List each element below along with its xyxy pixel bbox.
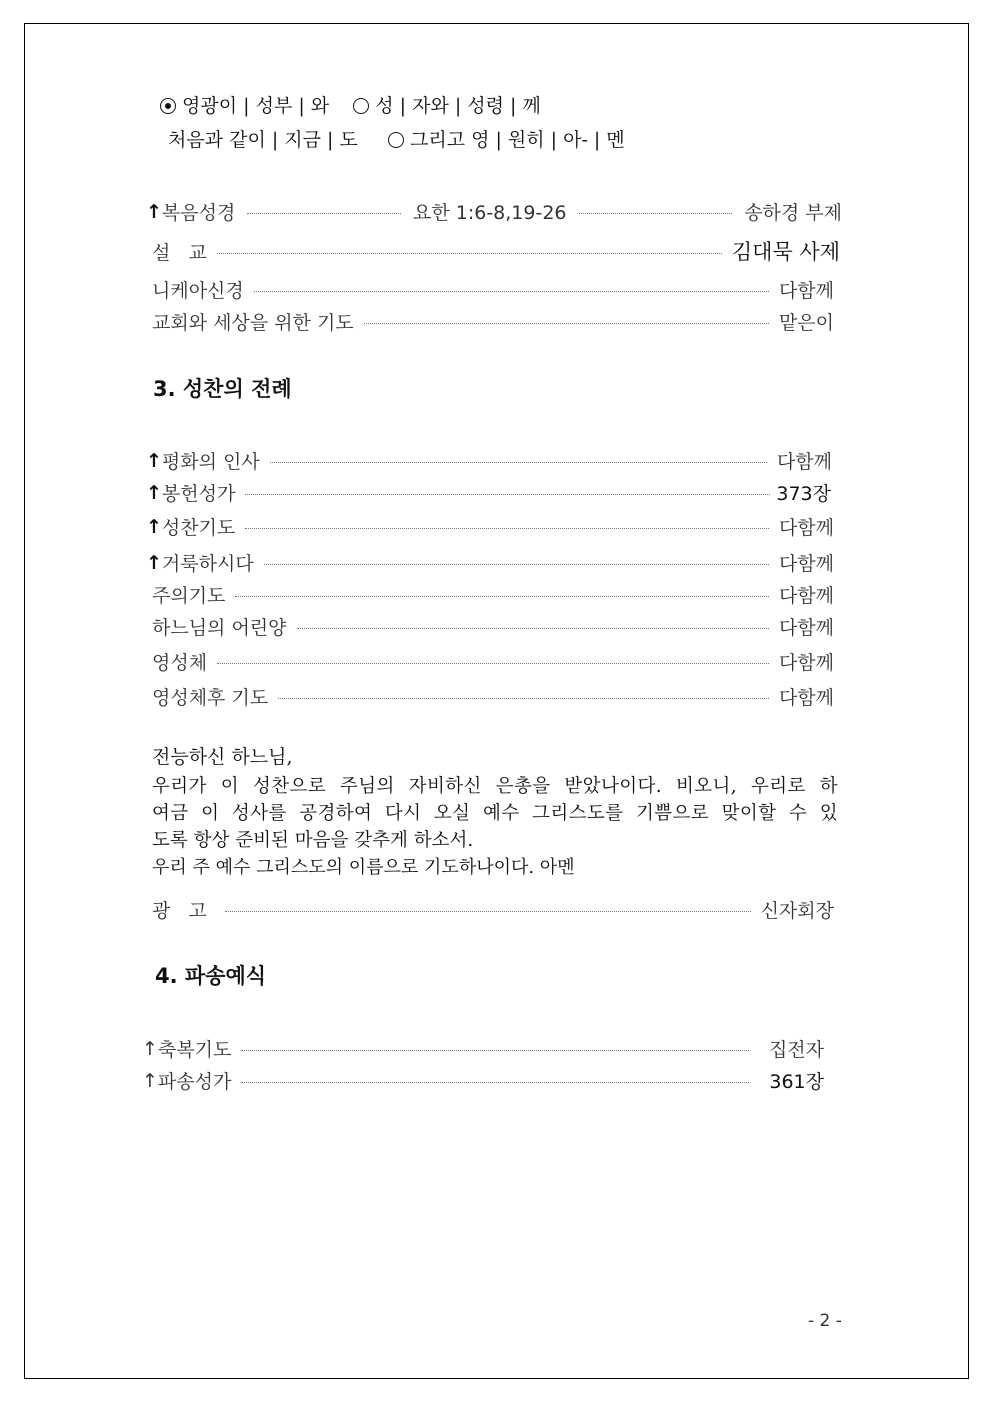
item-label: 하느님의 어린양 xyxy=(152,617,287,639)
dot-leader xyxy=(217,253,722,254)
prayers-row xyxy=(152,308,834,335)
creed-row xyxy=(152,276,834,303)
prayer-address: 전능하신 하느님, xyxy=(152,746,293,768)
gospel-reader: 송하경 부제 xyxy=(744,202,842,224)
item-label: 영성체후 기도 xyxy=(152,687,269,709)
creed-value: 다함께 xyxy=(778,280,834,302)
chant-text: 영광이 | 성부 | 와 xyxy=(182,95,330,117)
stand-arrow-icon: ↑ xyxy=(146,551,162,574)
section-4-title: 4. 파송예식 xyxy=(155,964,267,988)
item-value: 361장 xyxy=(769,1071,824,1093)
creed-label: 니케아신경 xyxy=(152,280,244,302)
list-item xyxy=(152,648,834,675)
item-value: 373장 xyxy=(776,483,831,505)
stand-arrow-icon: ↑ xyxy=(146,481,162,504)
radio-empty-icon xyxy=(388,132,404,148)
prayer-line: 우리 주 예수 그리스도의 이름으로 기도하나이다. 아멘 xyxy=(152,857,575,878)
dot-leader xyxy=(270,462,767,463)
sermon-preacher: 김대묵 사제 xyxy=(731,240,840,264)
chant-text: 성 | 자와 | 성령 | 께 xyxy=(375,95,541,117)
list-item xyxy=(146,549,834,576)
dot-leader xyxy=(217,663,769,664)
dot-leader xyxy=(297,628,769,629)
prayer-line: 도록 항상 준비된 마음을 갖추게 하소서. xyxy=(152,830,474,851)
dot-leader xyxy=(247,213,401,214)
dot-leader xyxy=(245,494,770,495)
item-value: 다함께 xyxy=(778,517,834,539)
dot-leader xyxy=(579,213,733,214)
list-item xyxy=(142,1035,824,1062)
announcements-label: 광 고 xyxy=(152,900,207,922)
announcements-value: 신자회장 xyxy=(760,900,834,922)
list-item xyxy=(152,581,834,608)
prayer-line: 우리가 이 성찬으로 주님의 자비하신 은총을 받았나이다. 비오니, 우리로 하 xyxy=(152,776,838,797)
dot-leader xyxy=(264,564,769,565)
item-label: 주의기도 xyxy=(152,585,226,607)
item-value: 다함께 xyxy=(778,617,834,639)
item-label: 평화의 인사 xyxy=(161,451,260,473)
sermon-row xyxy=(152,236,840,266)
prayer-line: 여금 이 성사를 공경하여 다시 오실 예수 그리스도를 기쁨으로 맞이할 수 있 xyxy=(152,803,838,824)
item-value: 다함께 xyxy=(778,687,834,709)
dot-leader xyxy=(235,596,769,597)
item-label: 영성체 xyxy=(152,652,208,674)
item-value: 다함께 xyxy=(778,553,834,575)
item-label: 거룩하시다 xyxy=(161,553,254,575)
item-label: 봉헌성가 xyxy=(161,483,236,505)
stand-arrow-icon: ↑ xyxy=(142,1069,158,1092)
chant-line-1 xyxy=(160,91,541,118)
dot-leader xyxy=(225,911,751,912)
dot-leader xyxy=(278,698,769,699)
list-item xyxy=(152,683,834,710)
item-label: 파송성가 xyxy=(157,1071,232,1093)
item-value: 다함께 xyxy=(778,652,834,674)
item-value: 집전자 xyxy=(768,1039,824,1061)
stand-arrow-icon: ↑ xyxy=(146,515,162,538)
sermon-label: 설 교 xyxy=(152,241,207,264)
announcements-row xyxy=(152,896,834,923)
page-number: - 2 - xyxy=(808,1311,842,1331)
list-item xyxy=(152,613,834,640)
list-item xyxy=(142,1067,824,1094)
stand-arrow-icon: ↑ xyxy=(146,200,162,223)
dot-leader xyxy=(241,1050,749,1051)
stand-arrow-icon: ↑ xyxy=(142,1037,158,1060)
list-item xyxy=(146,513,834,540)
dot-leader xyxy=(241,1082,749,1083)
radio-empty-icon xyxy=(353,98,369,114)
list-item xyxy=(146,479,831,506)
prayers-value: 맡은이 xyxy=(778,312,834,334)
chant-text: 그리고 영 | 원히 | 아- | 멘 xyxy=(409,129,625,151)
radio-selected-icon xyxy=(160,98,176,114)
item-label: 축복기도 xyxy=(157,1039,232,1061)
item-value: 다함께 xyxy=(778,585,834,607)
gospel-label: 복음성경 xyxy=(161,202,236,224)
chant-text: 처음과 같이 | 지금 | 도 xyxy=(168,129,358,151)
dot-leader xyxy=(245,528,769,529)
chant-line-2 xyxy=(168,125,625,152)
gospel-row xyxy=(146,198,842,225)
item-value: 다함께 xyxy=(776,451,832,473)
item-label: 성찬기도 xyxy=(161,517,236,539)
section-3-title: 3. 성찬의 전례 xyxy=(153,377,292,401)
stand-arrow-icon: ↑ xyxy=(146,449,162,472)
prayers-label: 교회와 세상을 위한 기도 xyxy=(152,312,354,334)
dot-leader xyxy=(364,323,769,324)
post-communion-prayer xyxy=(152,744,838,881)
gospel-reference: 요한 1:6-8,19-26 xyxy=(413,202,567,224)
list-item xyxy=(146,447,832,474)
dot-leader xyxy=(254,291,769,292)
